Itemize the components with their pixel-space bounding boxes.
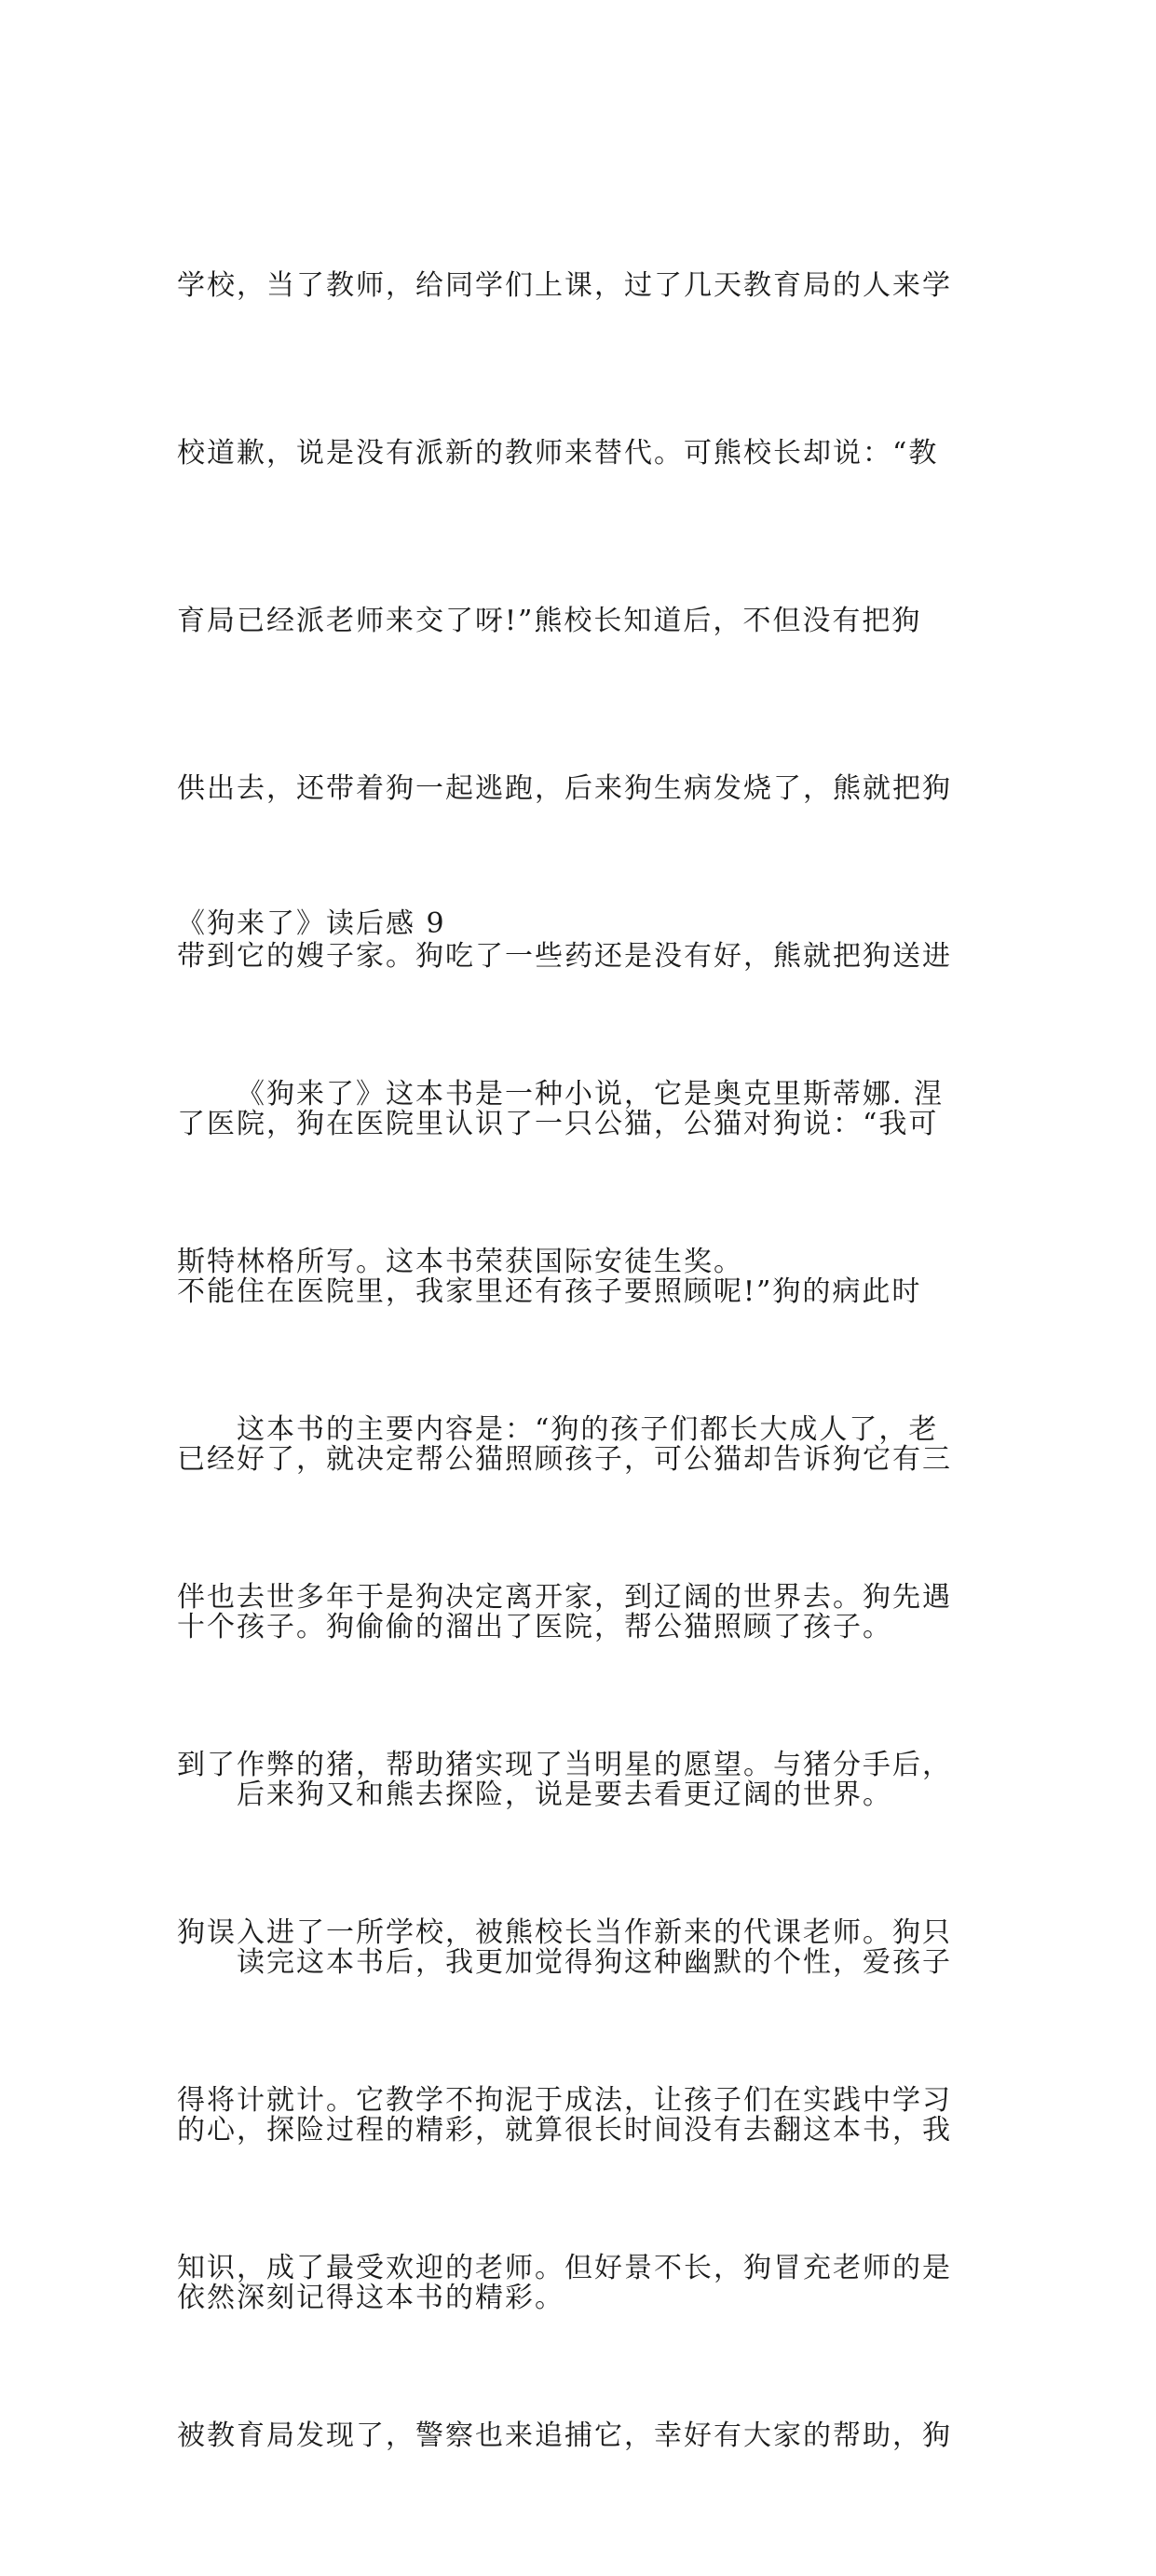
text-line: 学校，当了教师，给同学们上课，过了几天教育局的人来学 bbox=[177, 269, 952, 302]
text-line: 到了作弊的猪，帮助猪实现了当明星的愿望。与猪分手后， bbox=[177, 1749, 952, 1781]
text-line: 依然深刻记得这本书的精彩。 bbox=[177, 2282, 564, 2314]
paragraph-start-line: 后来狗又和熊去探险，说是要去看更辽阔的世界。 bbox=[237, 1779, 892, 1811]
body-text-section-b bbox=[177, 955, 978, 2576]
text-line: 被教育局发现了，警察也来追捕它，幸好有大家的帮助，狗 bbox=[177, 2419, 952, 2452]
text-line: 狗误入进了一所学校，被熊校长当作新来的代课老师。狗只 bbox=[177, 1916, 952, 1949]
text-line: 斯特林格所写。这本书荣获国际安徒生奖。 bbox=[177, 1246, 743, 1278]
text-line: 的心，探险过程的精彩，就算很长时间没有去翻这本书，我 bbox=[177, 2114, 952, 2147]
paragraph-start-line: 《狗来了》这本书是一种小说，它是奥克里斯蒂娜. 涅 bbox=[237, 1078, 945, 1111]
text-line: 已经好了，就决定帮公猫照顾孩子，可公猫却告诉狗它有三 bbox=[177, 1443, 952, 1476]
text-line: 不能住在医院里，我家里还有孩子要照顾呢!”狗的病此时 bbox=[177, 1275, 922, 1308]
paragraph-start-line: 读完这本书后，我更加觉得狗这种幽默的个性，爱孩子 bbox=[237, 1946, 952, 1979]
text-line: 得将计就计。它教学不拘泥于成法，让孩子们在实践中学习 bbox=[177, 2084, 952, 2117]
section-heading: 《狗来了》读后感 9 bbox=[177, 907, 446, 940]
paragraph-start-line: 这本书的主要内容是：“狗的孩子们都长大成人了，老 bbox=[237, 1413, 939, 1446]
text-line: 供出去，还带着狗一起逃跑，后来狗生病发烧了，熊就把狗 bbox=[177, 772, 952, 805]
text-line: 了医院，狗在医院里认识了一只公猫，公猫对狗说：“我可 bbox=[177, 1108, 939, 1140]
text-line: 育局已经派老师来交了呀!”熊校长知道后，不但没有把狗 bbox=[177, 605, 922, 637]
text-line: 伴也去世多年于是狗决定离开家，到辽阔的世界去。狗先遇 bbox=[177, 1581, 952, 1614]
text-line: 十个孩子。狗偷偷的溜出了医院，帮公猫照顾了孩子。 bbox=[177, 1611, 892, 1643]
text-line: 带到它的嫂子家。狗吃了一些药还是没有好，熊就把狗送进 bbox=[177, 940, 952, 973]
text-line: 校道歉，说是没有派新的教师来替代。可熊校长却说：“教 bbox=[177, 437, 939, 470]
text-line: 知识，成了最受欢迎的老师。但好景不长，狗冒充老师的是 bbox=[177, 2252, 952, 2284]
